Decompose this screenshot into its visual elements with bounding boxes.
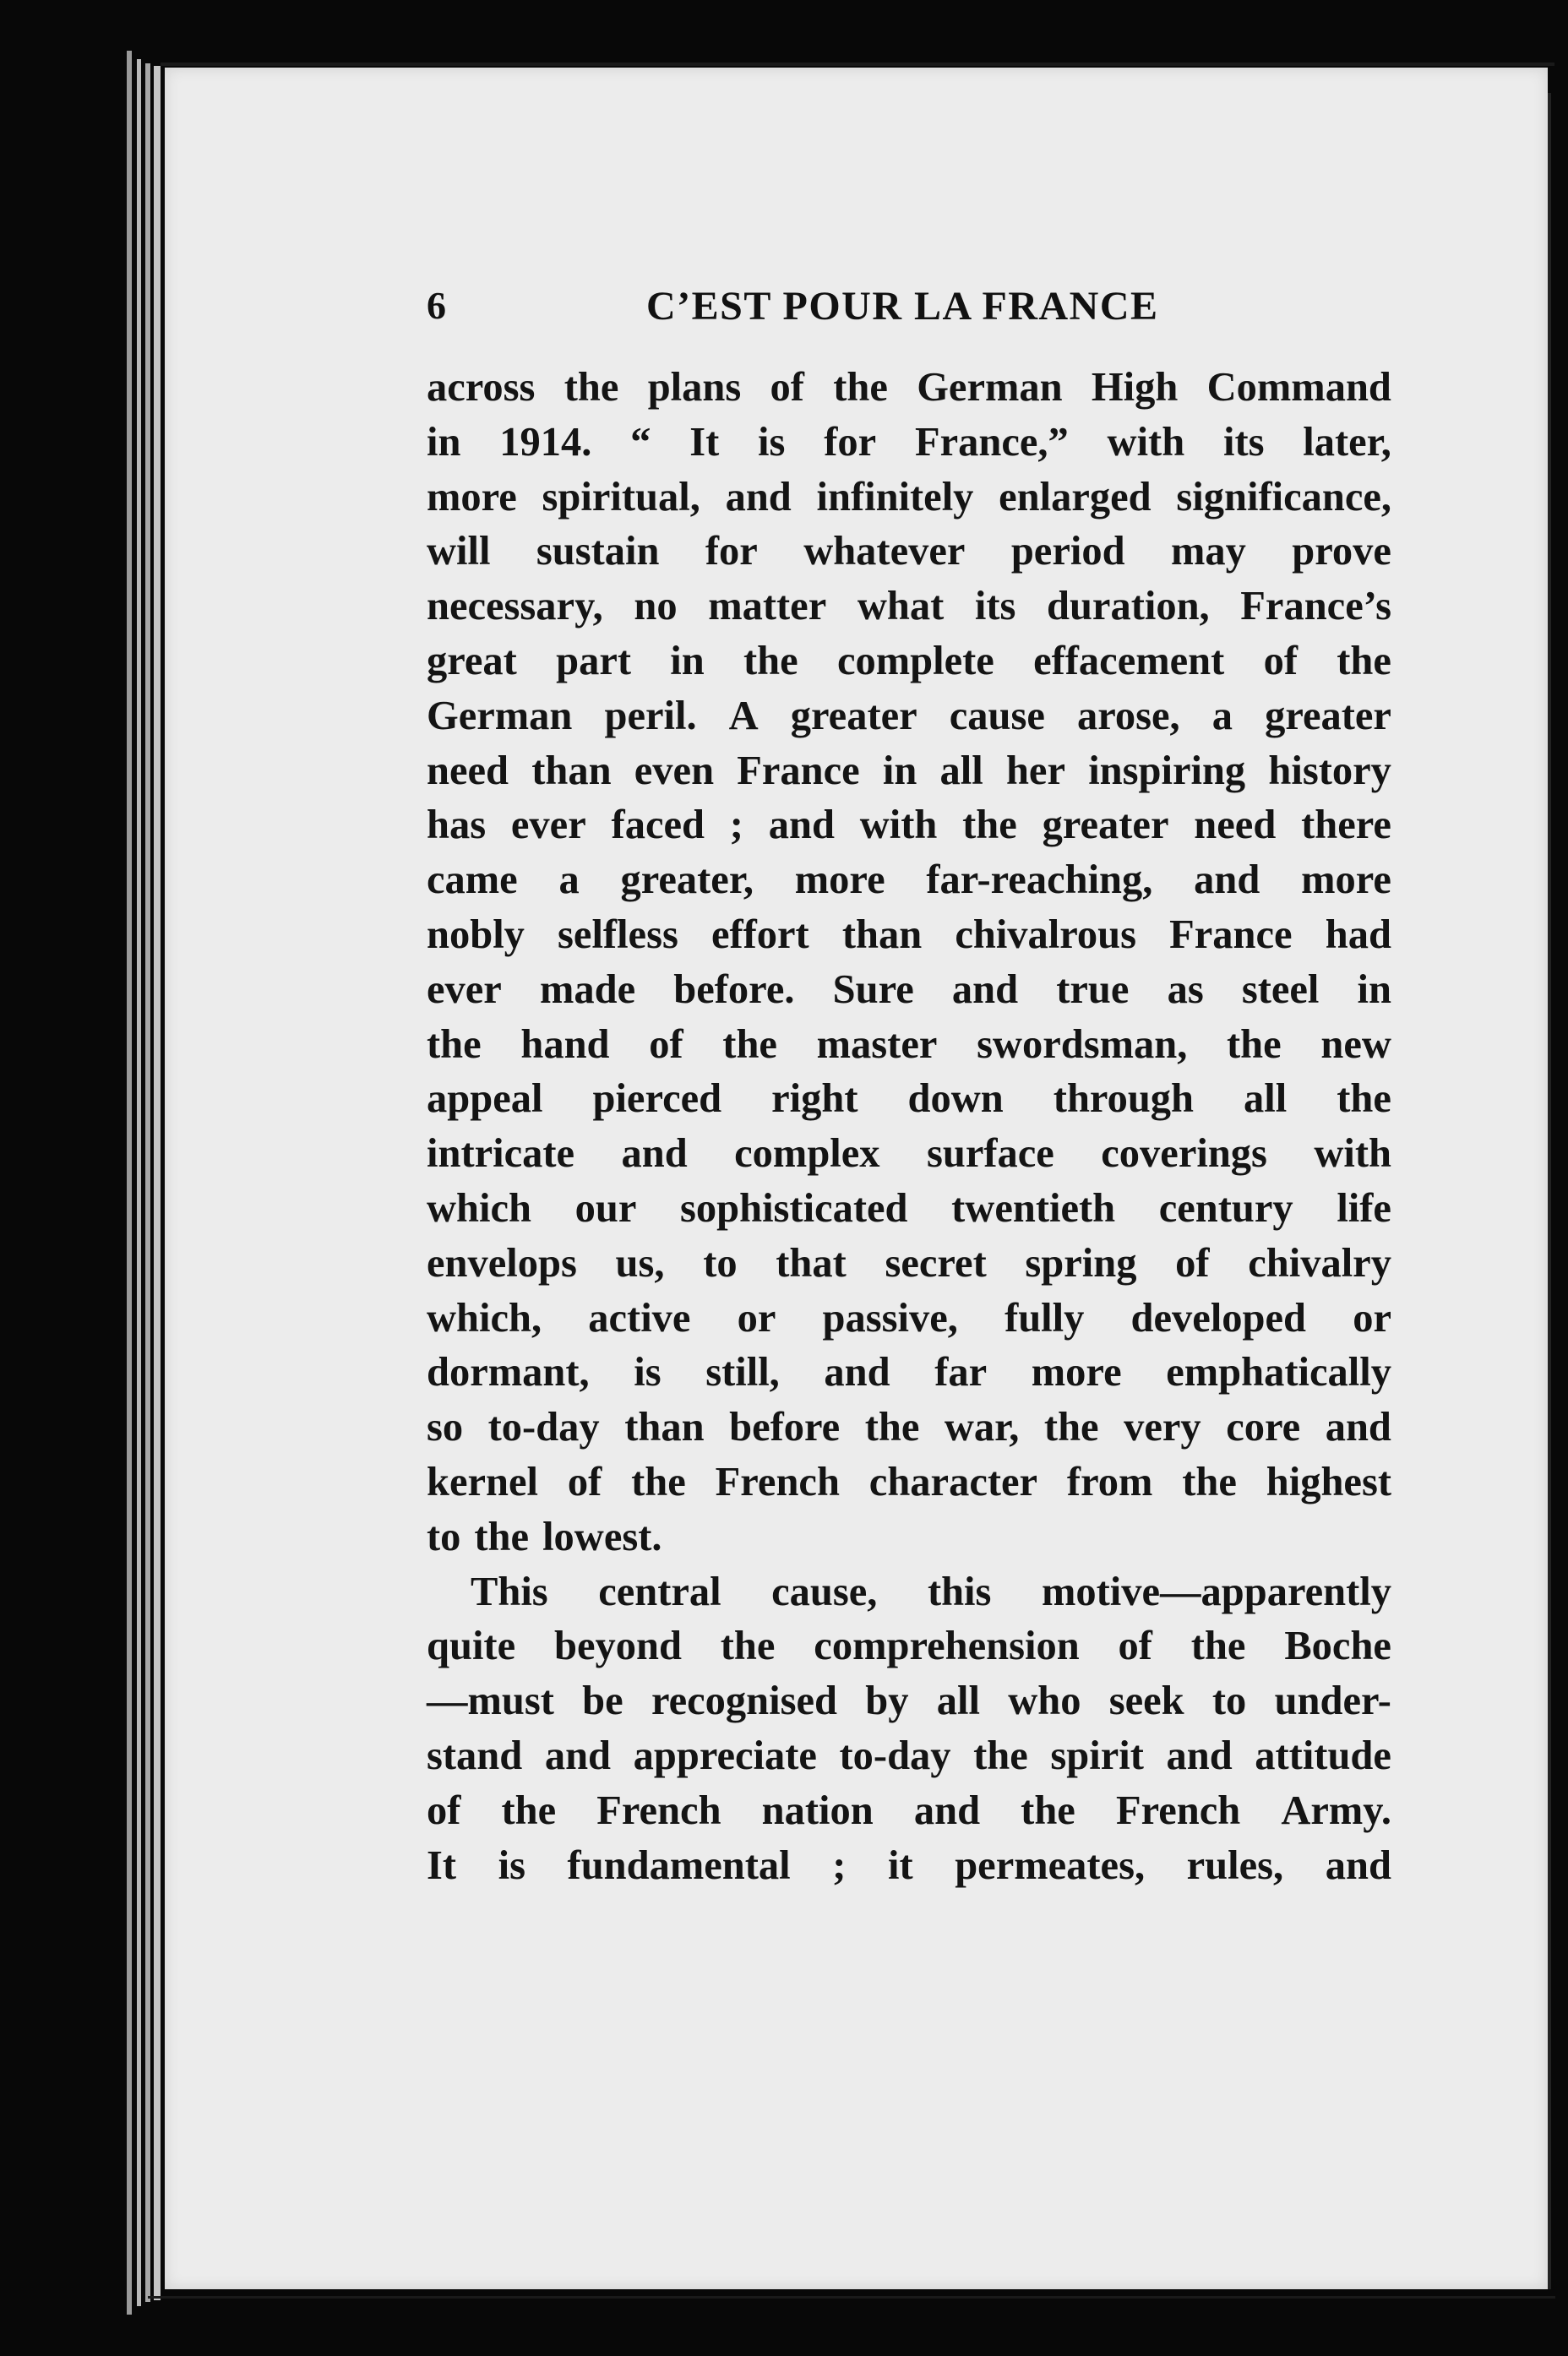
text-line: This central cause, this motive—apparently (471, 1569, 1391, 1614)
text-line: —must be recognised by all who seek to under- (427, 1679, 1391, 1724)
text-line: great part in the complete effacement of the (427, 638, 1391, 683)
page-edge (145, 63, 150, 2302)
text-line: nobly selfless effort than chivalrous France had (427, 911, 1391, 957)
text-line: necessary, no matter what its duration, France’s (427, 584, 1391, 629)
text-line: stand and appreciate to-day the spirit and attitude (427, 1733, 1391, 1778)
paragraph (427, 1565, 1391, 1894)
text-line: to the lowest. (427, 1514, 662, 1559)
text-line: intricate and complex surface coverings with (427, 1131, 1391, 1177)
text-line: which our sophisticated twentieth century life (427, 1185, 1391, 1231)
page-number: 6 (427, 284, 447, 327)
text-line: of the French nation and the French Army. (427, 1787, 1391, 1833)
text-line: will sustain for whatever period may prove (427, 529, 1391, 574)
text-line: has ever faced ; and with the greater need there (427, 803, 1391, 848)
text-line: kernel of the French character from the highest (427, 1459, 1391, 1504)
text-line: in 1914. “ It is for France,” with its later, (427, 419, 1391, 465)
page-right-border (1548, 93, 1551, 2289)
running-title: C’EST POUR LA FRANCE (646, 284, 1159, 329)
page-edge (127, 51, 132, 2315)
text-line: ever made before. Sure and true as steel in (427, 966, 1391, 1012)
running-head (427, 283, 1398, 334)
text-line: so to-day than before the war, the very core and (427, 1405, 1391, 1450)
text-line: came a greater, more far-reaching, and more (427, 857, 1391, 903)
paragraph (427, 361, 1391, 1565)
text-line: dormant, is still, and far more emphatically (427, 1350, 1391, 1396)
text-line: more spiritual, and infinitely enlarged significance, (427, 474, 1391, 520)
text-line: appeal pierced right down through all the (427, 1076, 1391, 1122)
text-line: German peril. A greater cause arose, a greater (427, 693, 1391, 738)
text-line: quite beyond the comprehension of the Boche (427, 1624, 1391, 1669)
text-line: It is fundamental ; it permeates, rules, and (427, 1842, 1391, 1888)
page-bottom-border (148, 2296, 1555, 2299)
text-line: need than even France in all her inspiring history (427, 748, 1391, 793)
text-line: envelops us, to that secret spring of chivalry (427, 1240, 1391, 1286)
page-edge (154, 66, 161, 2300)
body-text (427, 361, 1391, 1893)
text-line: across the plans of the German High Command (427, 365, 1391, 410)
page-edge (137, 59, 141, 2306)
page-top-border (161, 63, 1554, 66)
text-line: the hand of the master swordsman, the new (427, 1021, 1391, 1067)
text-line: which, active or passive, fully developed or (427, 1295, 1391, 1341)
